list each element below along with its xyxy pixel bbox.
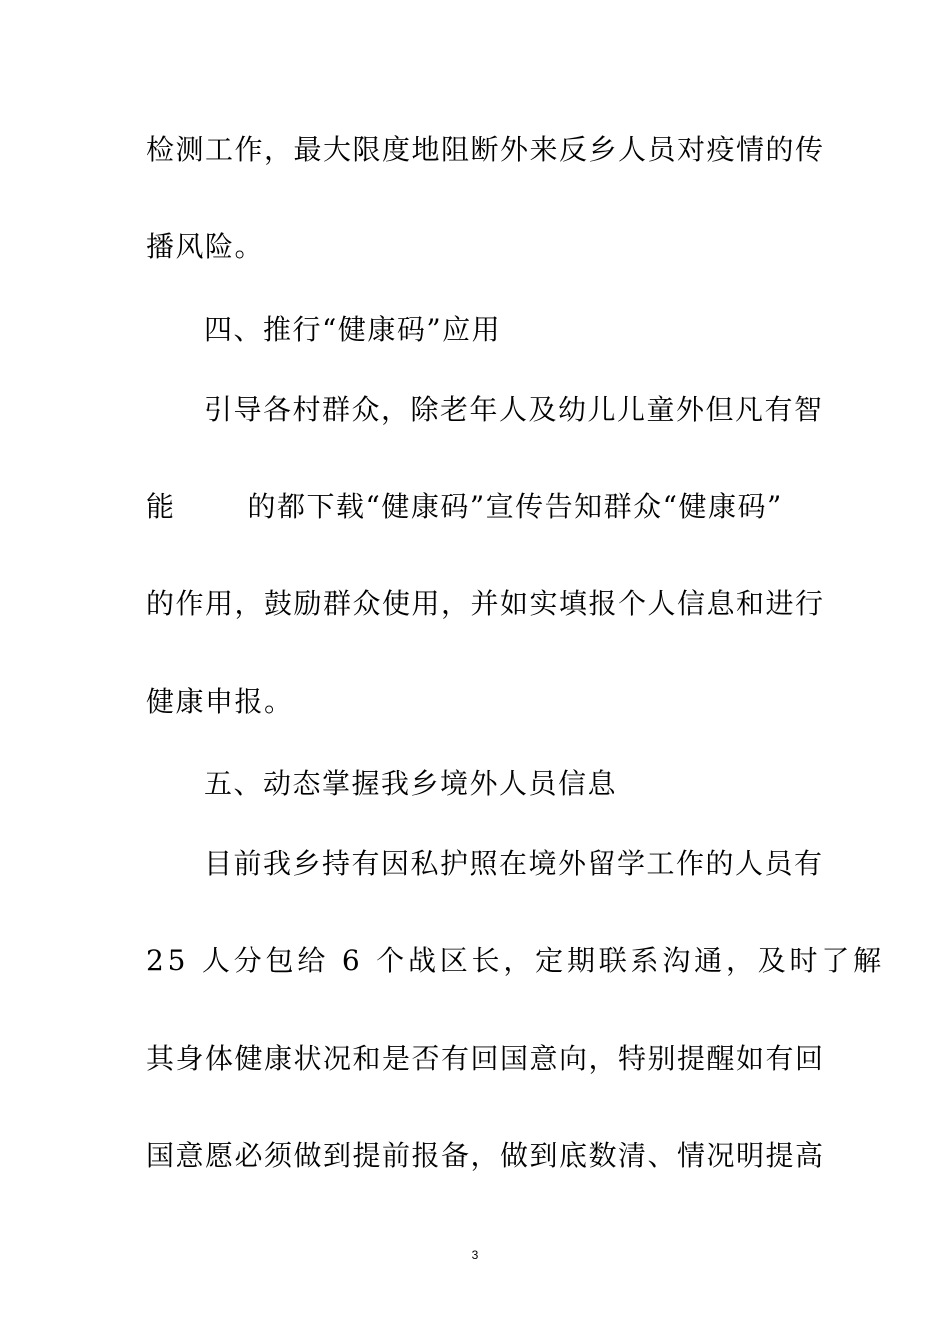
section-heading-5: 五、动态掌握我乡境外人员信息: [204, 767, 618, 800]
text-line-8: 25 人分包给 6 个战区长，定期联系沟通，及时了解: [146, 944, 885, 977]
text-line-1: 检测工作，最大限度地阻断外来反乡人员对疫情的传: [146, 133, 825, 166]
text-line-4-start: 能: [146, 490, 176, 523]
section-heading-4: 四、推行“健康码”应用: [204, 313, 502, 346]
text-line-3: 引导各村群众，除老年人及幼儿儿童外但凡有智: [204, 393, 824, 426]
text-line-7: 目前我乡持有因私护照在境外留学工作的人员有: [204, 847, 824, 880]
text-line-10: 国意愿必须做到提前报备，做到底数清、情况明提高: [146, 1139, 825, 1172]
text-line-9: 其身体健康状况和是否有回国意向，特别提醒如有回: [146, 1042, 825, 1075]
text-line-5: 的作用，鼓励群众使用，并如实填报个人信息和进行: [146, 587, 825, 620]
text-line-6: 健康申报。: [146, 685, 294, 718]
text-line-4-end: 的都下载“健康码”宣传告知群众“健康码”: [247, 490, 783, 523]
text-line-2: 播风险。: [146, 230, 265, 263]
page-number: 3: [471, 1248, 479, 1262]
text-line-4: [146, 487, 806, 527]
